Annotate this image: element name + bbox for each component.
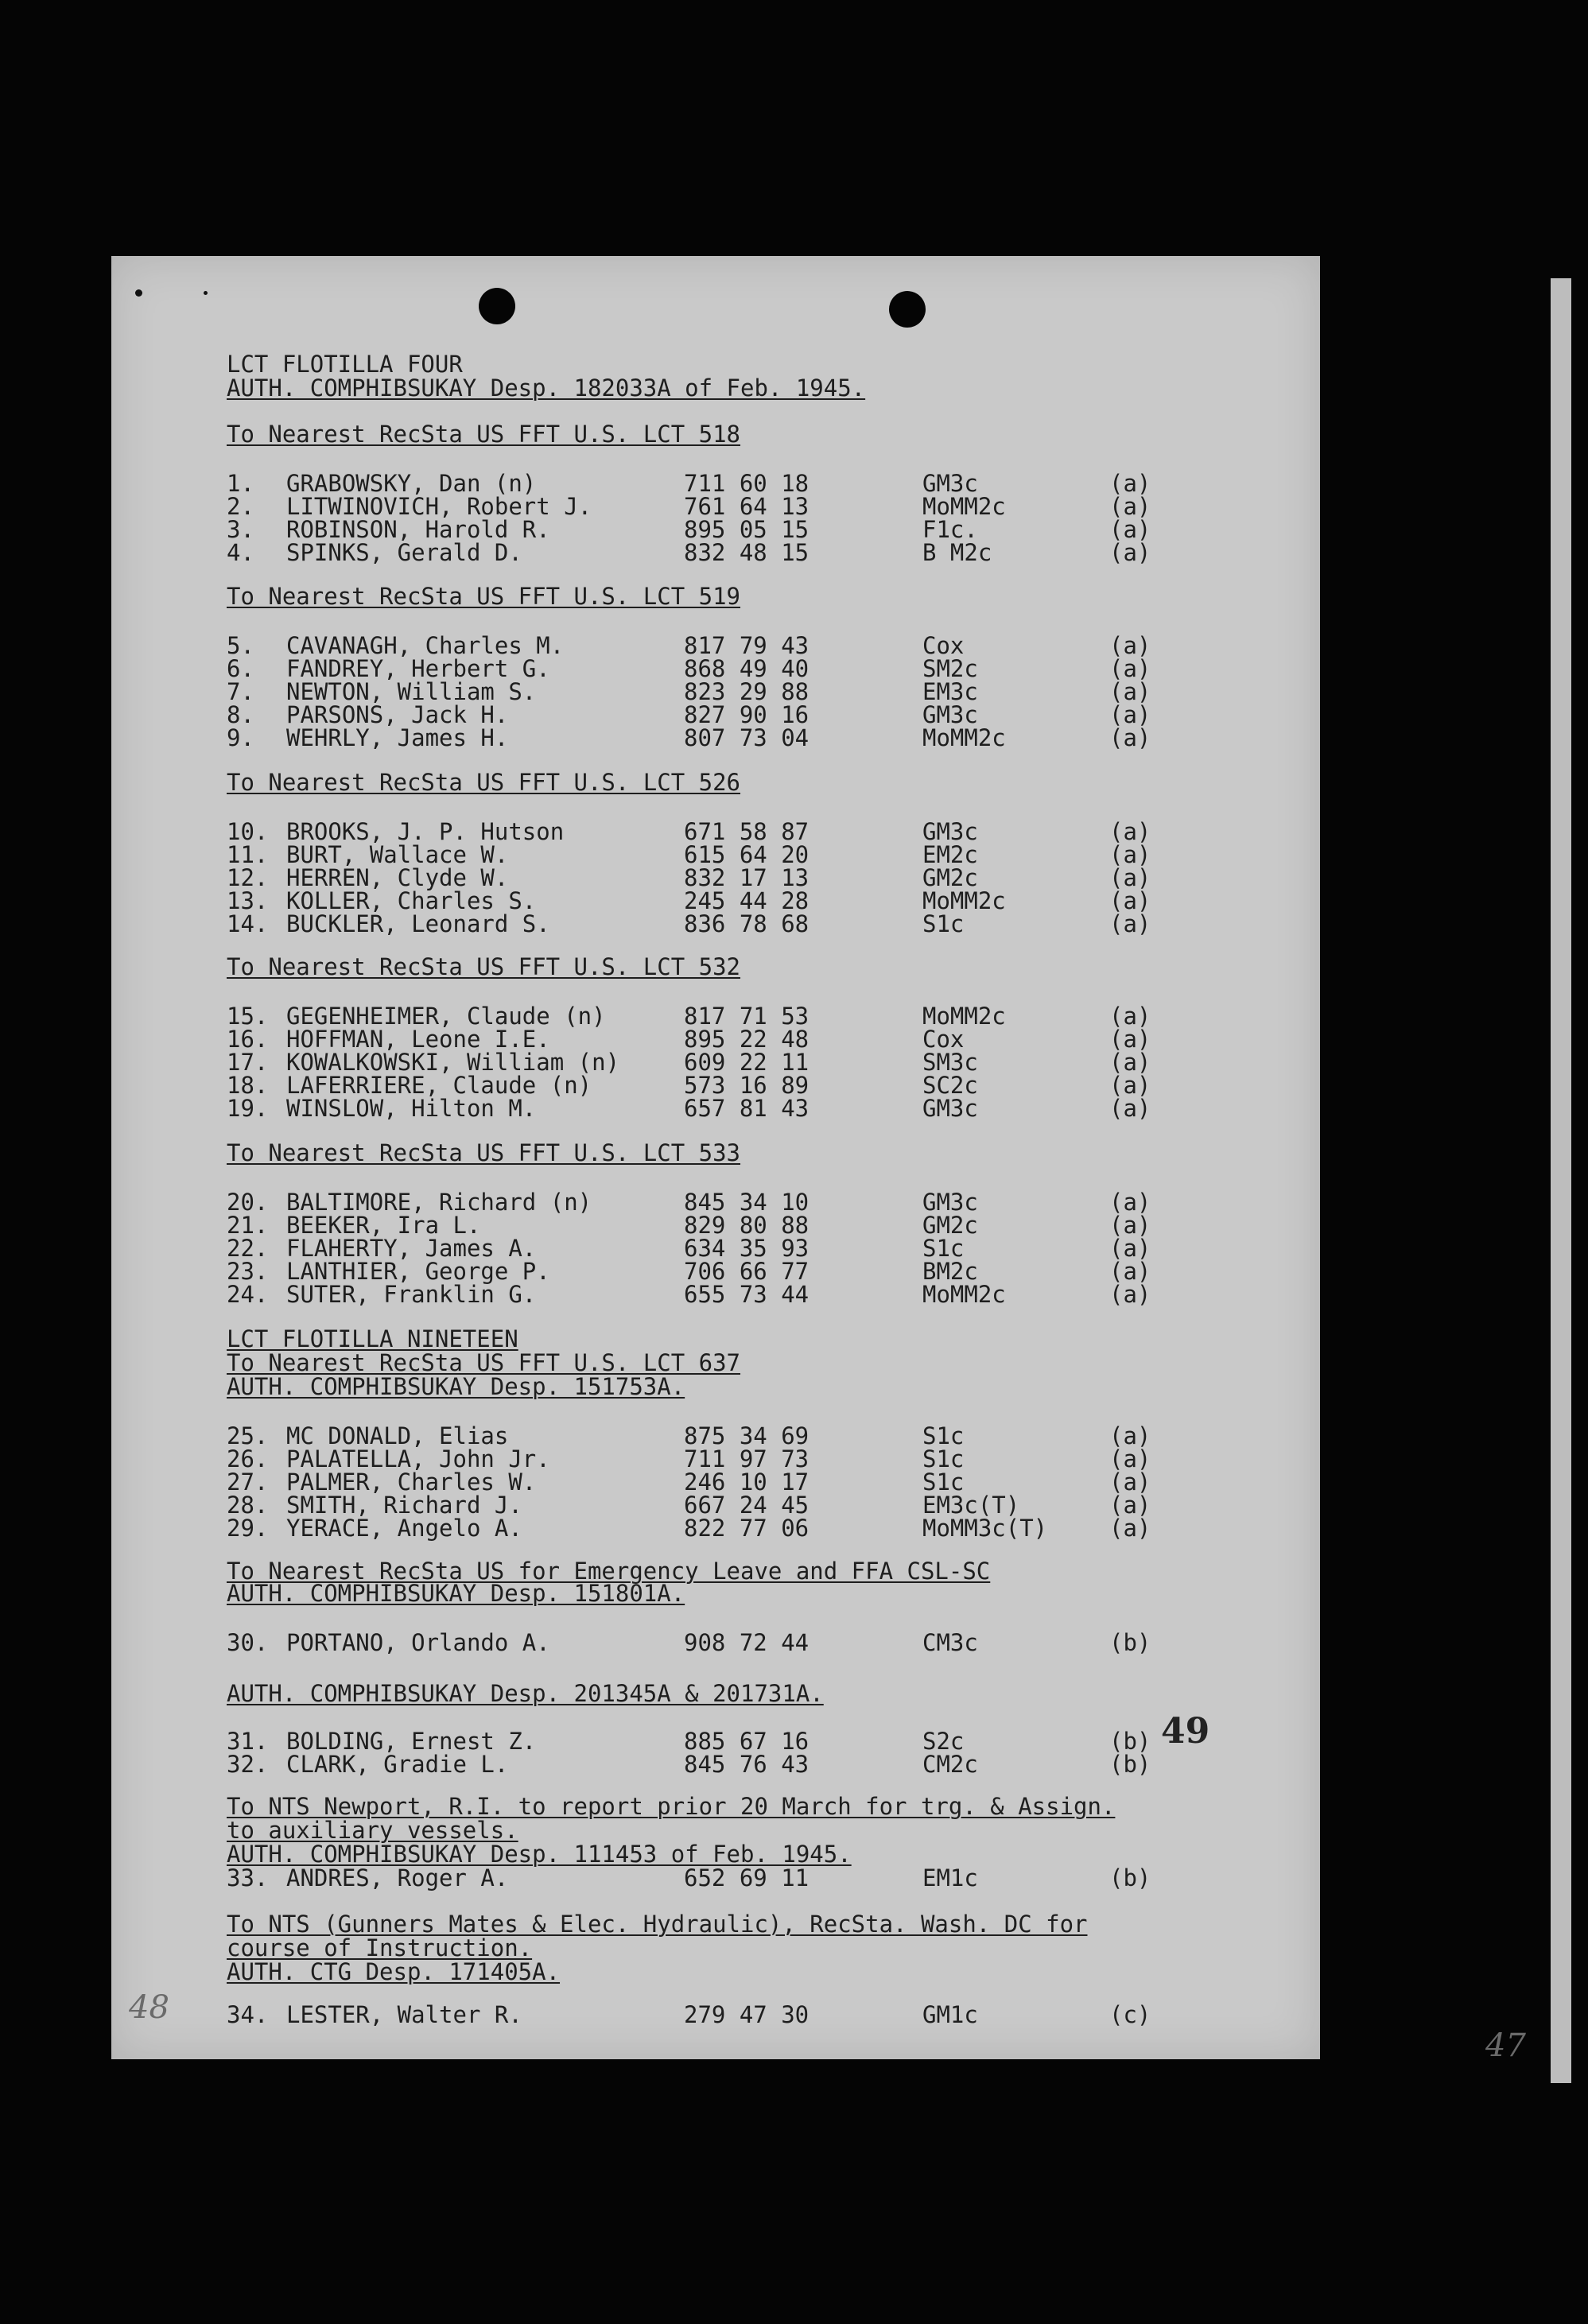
status-code: (a) xyxy=(1109,887,1151,914)
authority-line: AUTH. COMPHIBSUKAY Desp. 182033A of Feb. 1945. xyxy=(227,374,866,402)
person-name: BALTIMORE, Richard (n) xyxy=(286,1189,592,1216)
rating: GM1c xyxy=(922,2001,978,2028)
status-code: (a) xyxy=(1109,1422,1151,1449)
service-number: 908 72 44 xyxy=(684,1629,810,1656)
flotilla-heading: LCT FLOTILLA FOUR xyxy=(227,351,463,378)
person-name: LESTER, Walter R. xyxy=(286,2001,522,2028)
service-number: 711 60 18 xyxy=(684,470,810,497)
status-code: (a) xyxy=(1109,470,1151,497)
section-heading: AUTH. CTG Desp. 171405A. xyxy=(227,1958,561,1985)
row-number: 1. xyxy=(227,470,254,497)
status-code: (a) xyxy=(1109,539,1151,566)
row-number: 2. xyxy=(227,493,254,520)
rating: SC2c xyxy=(922,1072,978,1099)
service-number: 823 29 88 xyxy=(684,678,810,705)
person-name: MC DONALD, Elias xyxy=(286,1422,509,1449)
status-code: (a) xyxy=(1109,724,1151,751)
person-name: HERREN, Clyde W. xyxy=(286,864,509,891)
punch-hole-right xyxy=(889,291,926,328)
status-code: (a) xyxy=(1109,864,1151,891)
person-name: ANDRES, Roger A. xyxy=(286,1864,509,1891)
status-code: (a) xyxy=(1109,1212,1151,1239)
rating: S2c xyxy=(922,1728,965,1755)
service-number: 822 77 06 xyxy=(684,1515,810,1542)
person-name: SMITH, Richard J. xyxy=(286,1492,522,1519)
rating: EM3c(T) xyxy=(922,1492,1020,1519)
row-number: 4. xyxy=(227,539,254,566)
rating: S1c xyxy=(922,1469,965,1496)
person-name: LAFERRIERE, Claude (n) xyxy=(286,1072,592,1099)
row-number: 6. xyxy=(227,655,254,682)
service-number: 634 35 93 xyxy=(684,1235,810,1262)
row-number: 24. xyxy=(227,1281,269,1308)
rating: MoMM3c(T) xyxy=(922,1515,1048,1542)
status-code: (a) xyxy=(1109,1072,1151,1099)
service-number: 817 79 43 xyxy=(684,632,810,659)
service-number: 817 71 53 xyxy=(684,1003,810,1030)
person-name: WINSLOW, Hilton M. xyxy=(286,1095,537,1122)
rating: S1c xyxy=(922,910,965,937)
status-code: (a) xyxy=(1109,1003,1151,1030)
rating: S1c xyxy=(922,1445,965,1472)
row-number: 34. xyxy=(227,2001,269,2028)
status-code: (a) xyxy=(1109,910,1151,937)
person-name: BEEKER, Ira L. xyxy=(286,1212,481,1239)
person-name: FLAHERTY, James A. xyxy=(286,1235,537,1262)
row-number: 7. xyxy=(227,678,254,705)
row-number: 5. xyxy=(227,632,254,659)
row-number: 13. xyxy=(227,887,269,914)
person-name: BUCKLER, Leonard S. xyxy=(286,910,550,937)
status-code: (a) xyxy=(1109,678,1151,705)
person-name: NEWTON, William S. xyxy=(286,678,537,705)
service-number: 615 64 20 xyxy=(684,841,810,868)
service-number: 657 81 43 xyxy=(684,1095,810,1122)
status-code: (a) xyxy=(1109,1189,1151,1216)
row-number: 21. xyxy=(227,1212,269,1239)
service-number: 652 69 11 xyxy=(684,1864,810,1891)
adjacent-page-edge xyxy=(1551,278,1571,2083)
row-number: 23. xyxy=(227,1258,269,1285)
section-heading: AUTH. COMPHIBSUKAY Desp. 151801A. xyxy=(227,1580,685,1607)
rating: MoMM2c xyxy=(922,1003,1006,1030)
section-heading: To NTS (Gunners Mates & Elec. Hydraulic), RecSta. Wash. DC for xyxy=(227,1911,1088,1938)
row-number: 20. xyxy=(227,1189,269,1216)
status-code: (a) xyxy=(1109,818,1151,845)
person-name: PARSONS, Jack H. xyxy=(286,701,509,728)
row-number: 8. xyxy=(227,701,254,728)
status-code: (a) xyxy=(1109,655,1151,682)
section-heading: To Nearest RecSta US FFT U.S. LCT 532 xyxy=(227,953,741,980)
person-name: HOFFMAN, Leone I.E. xyxy=(286,1026,550,1053)
status-code: (a) xyxy=(1109,841,1151,868)
rating: S1c xyxy=(922,1235,965,1262)
section-heading: to auxiliary vessels. xyxy=(227,1817,518,1844)
person-name: SUTER, Franklin G. xyxy=(286,1281,537,1308)
service-number: 875 34 69 xyxy=(684,1422,810,1449)
section-heading: LCT FLOTILLA NINETEEN xyxy=(227,1325,518,1352)
rating: BM2c xyxy=(922,1258,978,1285)
row-number: 30. xyxy=(227,1629,269,1656)
person-name: GRABOWSKY, Dan (n) xyxy=(286,470,537,497)
status-code: (b) xyxy=(1109,1751,1151,1778)
row-number: 33. xyxy=(227,1864,269,1891)
section-heading: AUTH. COMPHIBSUKAY Desp. 111453 of Feb. 1945. xyxy=(227,1841,852,1868)
service-number: 246 10 17 xyxy=(684,1469,810,1496)
rating: SM2c xyxy=(922,655,978,682)
service-number: 279 47 30 xyxy=(684,2001,810,2028)
rating: Cox xyxy=(922,1026,965,1053)
rating: EM2c xyxy=(922,841,978,868)
section-heading: To Nearest RecSta US for Emergency Leave and FFA CSL-SC xyxy=(227,1558,991,1585)
rating: GM3c xyxy=(922,1189,978,1216)
rating: CM3c xyxy=(922,1629,978,1656)
row-number: 16. xyxy=(227,1026,269,1053)
row-number: 29. xyxy=(227,1515,269,1542)
row-number: 32. xyxy=(227,1751,269,1778)
service-number: 845 76 43 xyxy=(684,1751,810,1778)
page-stamp-number: 49 xyxy=(1161,1711,1210,1752)
status-code: (b) xyxy=(1109,1629,1151,1656)
row-number: 26. xyxy=(227,1445,269,1472)
person-name: PALMER, Charles W. xyxy=(286,1469,537,1496)
rating: S1c xyxy=(922,1422,965,1449)
service-number: 885 67 16 xyxy=(684,1728,810,1755)
paper-speck xyxy=(135,289,142,297)
row-number: 12. xyxy=(227,864,269,891)
rating: Cox xyxy=(922,632,965,659)
service-number: 845 34 10 xyxy=(684,1189,810,1216)
rating: MoMM2c xyxy=(922,493,1006,520)
service-number: 667 24 45 xyxy=(684,1492,810,1519)
status-code: (a) xyxy=(1109,493,1151,520)
status-code: (b) xyxy=(1109,1728,1151,1755)
person-name: WEHRLY, James H. xyxy=(286,724,509,751)
person-name: SPINKS, Gerald D. xyxy=(286,539,522,566)
document-page xyxy=(111,256,1320,2059)
person-name: KOLLER, Charles S. xyxy=(286,887,537,914)
section-heading: course of Instruction. xyxy=(227,1934,533,1961)
rating: F1c. xyxy=(922,516,978,543)
status-code: (a) xyxy=(1109,701,1151,728)
service-number: 609 22 11 xyxy=(684,1049,810,1076)
section-heading: To Nearest RecSta US FFT U.S. LCT 518 xyxy=(227,421,741,448)
status-code: (c) xyxy=(1109,2001,1151,2028)
service-number: 829 80 88 xyxy=(684,1212,810,1239)
status-code: (a) xyxy=(1109,1281,1151,1308)
paper-speck xyxy=(204,291,208,295)
status-code: (a) xyxy=(1109,1258,1151,1285)
person-name: YERACE, Angelo A. xyxy=(286,1515,522,1542)
rating: GM3c xyxy=(922,1095,978,1122)
status-code: (a) xyxy=(1109,1492,1151,1519)
row-number: 14. xyxy=(227,910,269,937)
row-number: 18. xyxy=(227,1072,269,1099)
person-name: LANTHIER, George P. xyxy=(286,1258,550,1285)
status-code: (a) xyxy=(1109,632,1151,659)
service-number: 706 66 77 xyxy=(684,1258,810,1285)
status-code: (a) xyxy=(1109,1515,1151,1542)
person-name: CLARK, Gradie L. xyxy=(286,1751,509,1778)
person-name: PORTANO, Orlando A. xyxy=(286,1629,550,1656)
person-name: CAVANAGH, Charles M. xyxy=(286,632,565,659)
service-number: 655 73 44 xyxy=(684,1281,810,1308)
rating: MoMM2c xyxy=(922,1281,1006,1308)
status-code: (a) xyxy=(1109,1445,1151,1472)
person-name: BOLDING, Ernest Z. xyxy=(286,1728,537,1755)
rating: EM1c xyxy=(922,1864,978,1891)
person-name: KOWALKOWSKI, William (n) xyxy=(286,1049,620,1076)
row-number: 11. xyxy=(227,841,269,868)
rating: MoMM2c xyxy=(922,887,1006,914)
section-heading: To Nearest RecSta US FFT U.S. LCT 533 xyxy=(227,1139,741,1166)
punch-hole-left xyxy=(479,288,515,324)
row-number: 27. xyxy=(227,1469,269,1496)
status-code: (a) xyxy=(1109,1469,1151,1496)
service-number: 895 22 48 xyxy=(684,1026,810,1053)
pencil-page-number-left: 48 xyxy=(129,1989,169,2026)
section-heading: To Nearest RecSta US FFT U.S. LCT 526 xyxy=(227,769,741,796)
row-number: 17. xyxy=(227,1049,269,1076)
service-number: 832 17 13 xyxy=(684,864,810,891)
section-heading: AUTH. COMPHIBSUKAY Desp. 201345A & 201731A. xyxy=(227,1680,824,1707)
service-number: 671 58 87 xyxy=(684,818,810,845)
person-name: LITWINOVICH, Robert J. xyxy=(286,493,592,520)
service-number: 868 49 40 xyxy=(684,655,810,682)
rating: EM3c xyxy=(922,678,978,705)
section-heading: To Nearest RecSta US FFT U.S. LCT 519 xyxy=(227,583,741,610)
service-number: 832 48 15 xyxy=(684,539,810,566)
pencil-page-number-right: 47 xyxy=(1485,2027,1526,2064)
person-name: ROBINSON, Harold R. xyxy=(286,516,550,543)
service-number: 807 73 04 xyxy=(684,724,810,751)
section-heading: To Nearest RecSta US FFT U.S. LCT 637 xyxy=(227,1349,741,1376)
person-name: BURT, Wallace W. xyxy=(286,841,509,868)
rating: MoMM2c xyxy=(922,724,1006,751)
status-code: (a) xyxy=(1109,1235,1151,1262)
rating: GM2c xyxy=(922,864,978,891)
service-number: 573 16 89 xyxy=(684,1072,810,1099)
person-name: FANDREY, Herbert G. xyxy=(286,655,550,682)
person-name: GEGENHEIMER, Claude (n) xyxy=(286,1003,606,1030)
rating: GM3c xyxy=(922,818,978,845)
row-number: 15. xyxy=(227,1003,269,1030)
row-number: 3. xyxy=(227,516,254,543)
status-code: (a) xyxy=(1109,1049,1151,1076)
row-number: 31. xyxy=(227,1728,269,1755)
row-number: 9. xyxy=(227,724,254,751)
rating: GM3c xyxy=(922,701,978,728)
service-number: 711 97 73 xyxy=(684,1445,810,1472)
row-number: 25. xyxy=(227,1422,269,1449)
status-code: (b) xyxy=(1109,1864,1151,1891)
rating: GM3c xyxy=(922,470,978,497)
status-code: (a) xyxy=(1109,1095,1151,1122)
row-number: 19. xyxy=(227,1095,269,1122)
rating: GM2c xyxy=(922,1212,978,1239)
service-number: 836 78 68 xyxy=(684,910,810,937)
section-heading: AUTH. COMPHIBSUKAY Desp. 151753A. xyxy=(227,1373,685,1400)
row-number: 28. xyxy=(227,1492,269,1519)
section-heading: To NTS Newport, R.I. to report prior 20 March for trg. & Assign. xyxy=(227,1793,1116,1820)
status-code: (a) xyxy=(1109,516,1151,543)
service-number: 761 64 13 xyxy=(684,493,810,520)
rating: SM3c xyxy=(922,1049,978,1076)
rating: B M2c xyxy=(922,539,992,566)
rating: CM2c xyxy=(922,1751,978,1778)
service-number: 895 05 15 xyxy=(684,516,810,543)
service-number: 827 90 16 xyxy=(684,701,810,728)
status-code: (a) xyxy=(1109,1026,1151,1053)
row-number: 22. xyxy=(227,1235,269,1262)
person-name: PALATELLA, John Jr. xyxy=(286,1445,550,1472)
person-name: BROOKS, J. P. Hutson xyxy=(286,818,565,845)
row-number: 10. xyxy=(227,818,269,845)
service-number: 245 44 28 xyxy=(684,887,810,914)
